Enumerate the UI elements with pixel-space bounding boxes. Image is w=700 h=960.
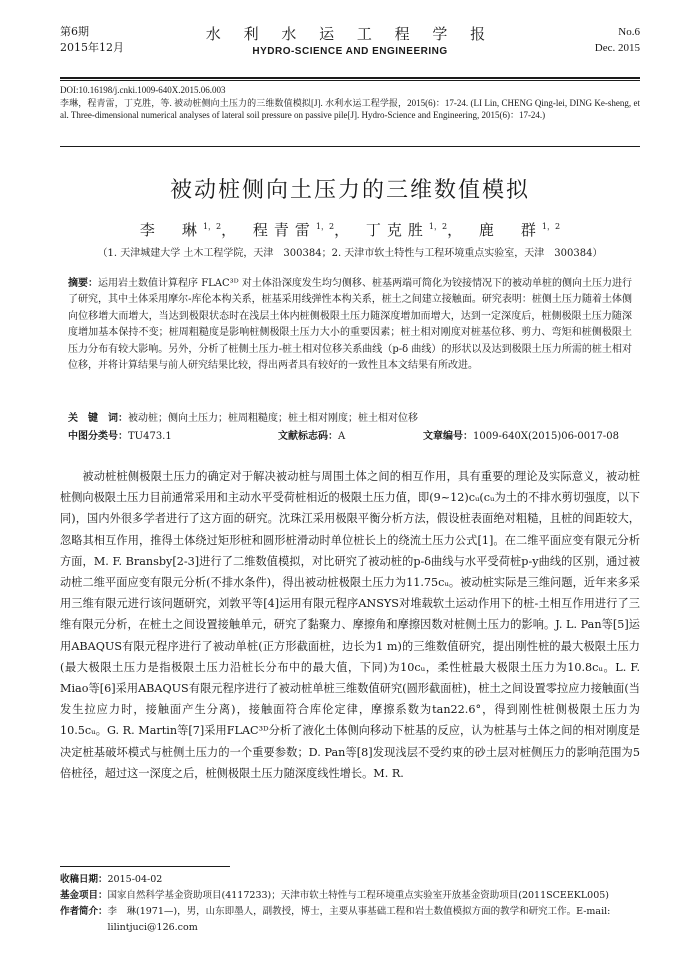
citation-rule	[60, 146, 640, 147]
funding	[60, 888, 640, 904]
journal-name-en: HYDRO-SCIENCE AND ENGINEERING	[252, 46, 448, 57]
author-name: 鹿 群	[478, 221, 542, 239]
affiliations: （1. 天津城建大学 土木工程学院，天津 300384；2. 天津市软土特性与工程环境重点实验室，天津 300384）	[97, 248, 603, 259]
header-rule	[60, 77, 640, 79]
body-text	[60, 466, 640, 784]
issue-number: 第6期	[60, 25, 89, 38]
fund-label: 基金项目：	[60, 890, 108, 901]
doi-link[interactable]: DOI:10.16198/j.cnki.1009-640X.2015.06.003	[60, 85, 226, 95]
abstract-label: 摘要：	[68, 278, 99, 289]
author-affil-mark: 1，2	[202, 222, 222, 231]
doc-code-label: 文献标志码：	[278, 431, 338, 442]
author-bio-label: 作者简介：	[60, 906, 108, 917]
author-bio	[60, 904, 640, 936]
keywords-text: 被动桩；侧向土压力；桩周粗糙度；桩土相对刚度；桩土相对位移	[128, 413, 418, 424]
article-no-label: 文章编号：	[423, 431, 473, 442]
header-rule-thin	[60, 80, 640, 81]
keywords	[68, 411, 632, 427]
received-label: 收稿日期：	[60, 874, 108, 885]
clc-label: 中图分类号：	[68, 431, 128, 442]
keywords-label: 关 键 词：	[68, 413, 128, 424]
author-list: 李 琳$^{1,2}$， 程青雷$^{1,2}$， 丁克胜$^{1,2}$， 鹿 群$^{1,2}$	[139, 221, 561, 239]
author-name: 丁克胜	[365, 221, 429, 239]
document-code	[278, 429, 345, 445]
doc-code-value: A	[338, 431, 346, 442]
issue-date-en: Dec. 2015	[594, 42, 640, 54]
author-affil-mark: 1，2	[541, 222, 561, 231]
article-no-value: 1009-640X(2015)06-0017-08	[473, 431, 619, 442]
author-bio-value: 李 琳(1971—)，男，山东即墨人，副教授，博士，主要从事基础工程和岩土数值模拟方面的教学和研究工作。E-mail: lilintjuci@126.com	[107, 906, 611, 933]
citation-block	[60, 84, 640, 122]
fund-value: 国家自然科学基金资助项目(4117233)；天津市软土特性与工程环境重点实验室开放基金资助项目(2011SCEEKL005)	[107, 890, 610, 901]
received-value: 2015-04-02	[107, 874, 163, 885]
citation-text: 李琳，程青雷，丁克胜，等. 被动桩侧向土压力的三维数值模拟[J]. 水利水运工程学报，2015(6)：17-24. (LI Lin, CHENG Qing-lei, DING Ke-sheng, et al. Three-dimensional numerical analyses of lateral soil pressure on passive pile[J]. Hydro-Science and Engineering, 2015(6)：17-24.)	[60, 97, 640, 121]
abstract	[68, 276, 632, 374]
abstract-text: 运用岩土数值计算程序 FLAC³ᴰ 对土体沿深度发生均匀侧移、桩基两端可简化为铰接情况下的被动单桩的侧向土压力进行了研究，其中土体采用摩尔-库伦本构关系，桩基采用线弹性本构关系，桩土之间建立接触面。研究表明：桩侧土压力随着土体侧向位移增大而增大，当达到极限状态时在浅层土体内桩侧极限土压力随深度增加而增大，达到一定深度后，桩侧极限土压力随深度增加基本保持不变；桩周粗糙度是影响桩侧极限土压力大小的重要因素；桩土相对刚度对桩基位移、剪力、弯矩和桩侧极限土压力分布有较大影响。另外，分析了桩侧土压力-桩土相对位移关系曲线（p-δ 曲线）的形状以及达到极限土压力所需的桩土相对位移，并将计算结果与前人研究结果比较，得出两者具有较好的一致性且本文结果有所改进。	[68, 278, 632, 372]
author-affil-mark: 1，2	[428, 222, 448, 231]
running-header	[60, 24, 640, 74]
clc-value: TU473.1	[128, 431, 172, 442]
issue-date-cn: 2015年12月	[60, 41, 124, 54]
author-affil-mark: 1，2	[315, 222, 335, 231]
article-title: 被动桩侧向土压力的三维数值模拟	[169, 178, 530, 203]
author-name: 程青雷	[252, 221, 316, 239]
article-number	[423, 429, 619, 445]
body-paragraph: 被动桩桩侧极限土压力的确定对于解决被动桩与周围土体之间的相互作用，具有重要的理论及实际意义，被动桩桩侧向极限土压力目前通常采用和主动水平受荷桩相近的极限土压力值，即(9~12)cᵤ(cᵤ为土的不排水剪切强度，以下同)，国内外很多学者进行了这方面的研究。沈珠江采用极限平衡分析方法，假设桩表面绝对粗糙，且桩的间距较大，忽略其相互作用，推得土体绕过矩形桩和圆形桩滑动时单位桩长上的绕流土压力公式[1]。在二维平面应变有限元分析方面，M. F. Bransby[2-3]进行了二维数值模拟，对比研究了被动桩的p-δ曲线与水平受荷桩p-y曲线的区别，通过被动桩二维平面应变有限元分析(不排水条件)，得出被动桩极限土压力为11.75cᵤ。被动桩实际是三维问题，近年来多采用三维有限元进行该问题研究，刘敦平等[4]运用有限元程序ANSYS对堆载软土运动作用下的桩-土相互作用进行了三维有限元分析，在桩土之间设置接触单元，研究了黏聚力、摩擦角和摩擦因数对桩侧土压力的影响。J. L. Pan等[5]运用ABAQUS有限元程序进行了被动单桩(正方形截面桩，边长为1 m)的三维数值研究，提出刚性桩的最大极限土压力(最大极限土压力是指极限土压力沿桩长分布中的最大值，下同)为10cᵤ，柔性桩最大极限土压力为10.8cᵤ。L. F. Miao等[6]采用ABAQUS有限元程序进行了被动桩单桩三维数值研究(圆形截面桩)，桩土之间设置零拉应力接触面(当发生拉应力时，接触面产生分离)，接触面符合库伦定律，摩擦系数为tan22.6°，得到刚性桩侧极限土压力为10.5cᵤ。G. R. Martin等[7]采用FLAC³ᴰ分析了液化土体侧向移动下桩基的反应，认为桩基与土体之间的相对刚度是决定桩基破坏模式与桩侧土压力的一个重要参数；D. Pan等[8]发现浅层不受约束的砂土层对桩侧压力的影响范围为5倍桩径，超过这一深度之后，桩侧极限土压力随深度线性增长。M. R.	[60, 470, 640, 780]
footnotes	[60, 872, 640, 936]
issue-number-en: No.6	[618, 26, 640, 38]
header-right	[595, 24, 640, 56]
received-date	[60, 872, 640, 888]
clc-number	[68, 429, 172, 445]
footnote-rule	[60, 866, 230, 867]
author-name: 李 琳	[139, 221, 203, 239]
journal-name-cn: 水 利 水 运 工 程 学 报	[205, 25, 495, 43]
journal-name	[60, 24, 640, 59]
